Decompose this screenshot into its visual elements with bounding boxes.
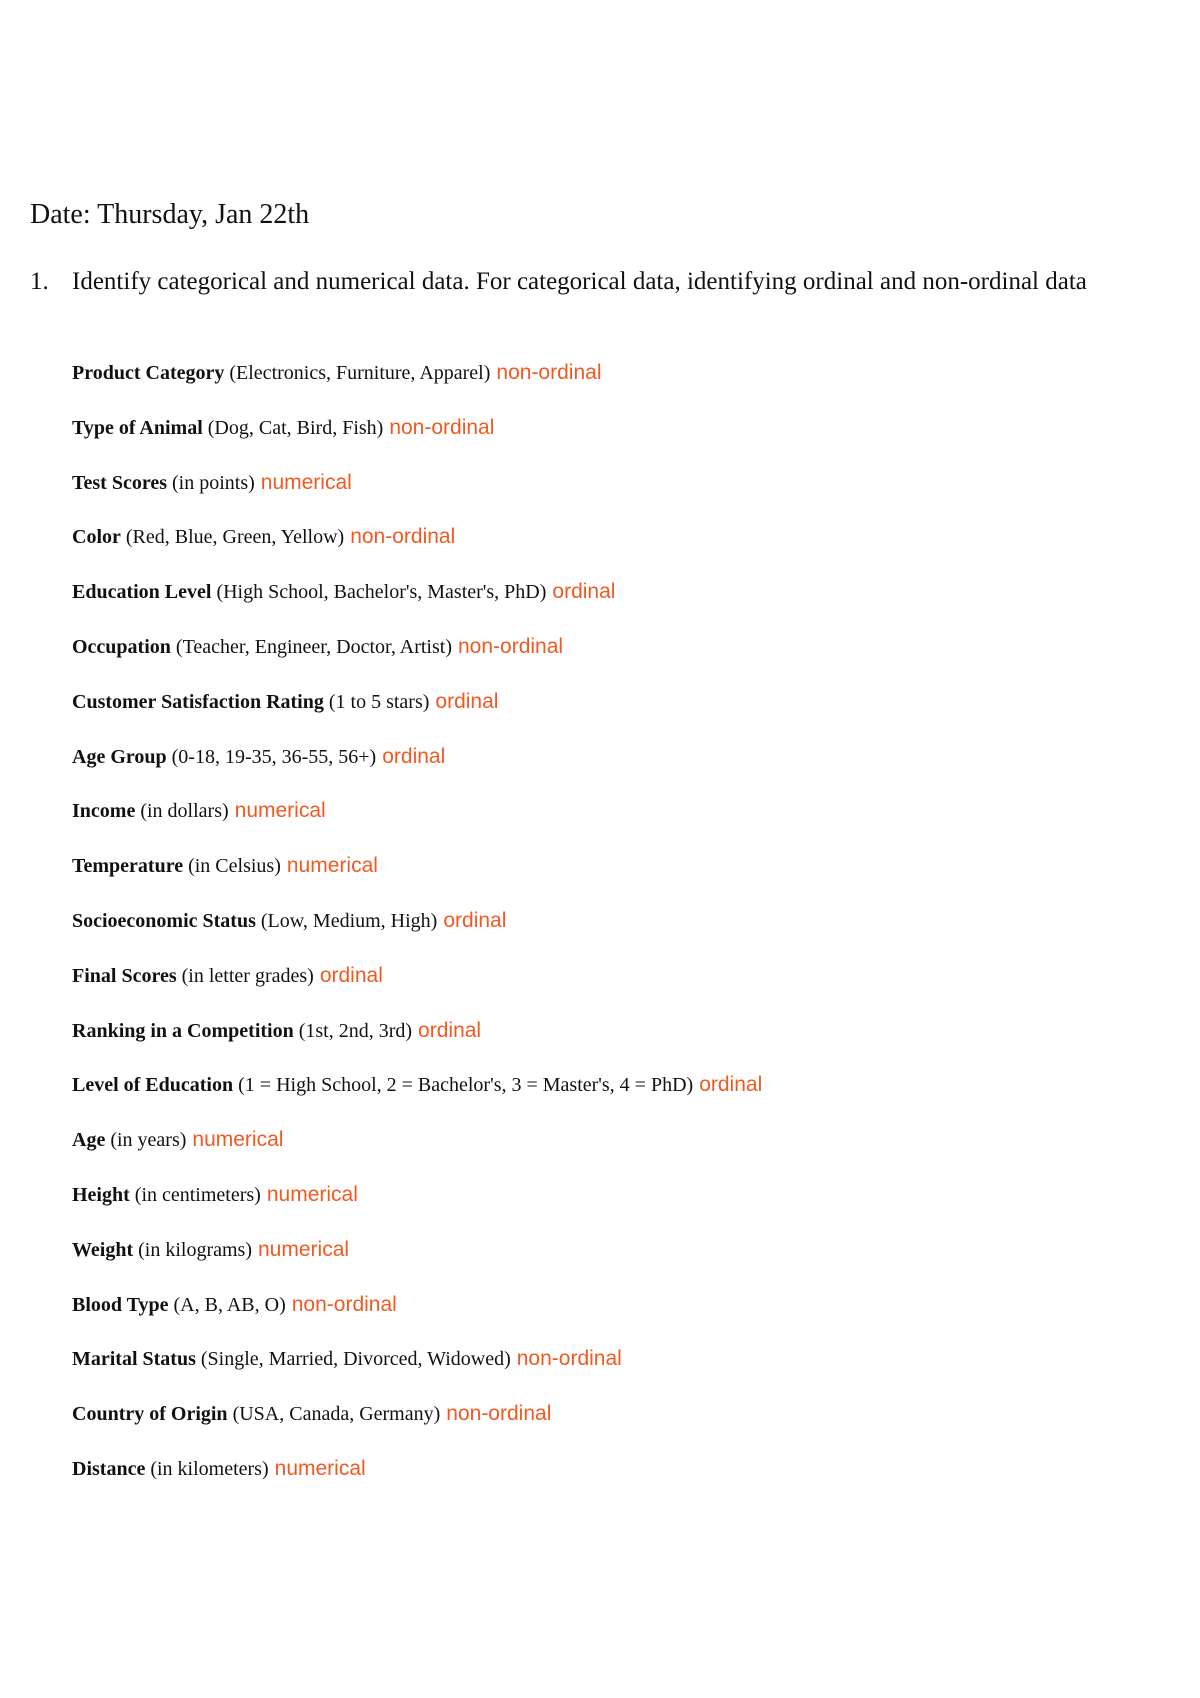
variable-detail: (Single, Married, Divorced, Widowed) bbox=[200, 1348, 511, 1371]
answer-label: ordinal bbox=[418, 1018, 482, 1042]
variable-name: Socioeconomic Status bbox=[72, 909, 256, 932]
variable-detail: (USA, Canada, Germany) bbox=[232, 1403, 441, 1426]
answer-label: ordinal bbox=[699, 1073, 763, 1097]
answer-label: ordinal bbox=[443, 908, 507, 932]
answer-label: non-ordinal bbox=[458, 634, 564, 658]
variable-name: Distance bbox=[72, 1457, 146, 1480]
list-item bbox=[72, 1346, 1122, 1401]
list-item bbox=[72, 1456, 1122, 1511]
variable-detail: (1 to 5 stars) bbox=[328, 690, 430, 713]
list-item bbox=[72, 1182, 1122, 1237]
list-item bbox=[72, 524, 1122, 579]
variable-detail: (in years) bbox=[110, 1129, 187, 1152]
answer-label: non-ordinal bbox=[350, 525, 456, 549]
list-item bbox=[72, 1127, 1122, 1182]
variable-detail: (in Celsius) bbox=[188, 855, 281, 878]
variable-name: Marital Status bbox=[72, 1348, 196, 1371]
variable-detail: (in kilometers) bbox=[150, 1457, 269, 1480]
question-1 bbox=[30, 266, 1110, 298]
list-item bbox=[72, 853, 1122, 908]
variable-name: Test Scores bbox=[72, 471, 167, 494]
question-number: 1. bbox=[30, 268, 49, 295]
variable-name: Weight bbox=[72, 1238, 134, 1261]
list-item bbox=[72, 1292, 1122, 1347]
variable-list bbox=[72, 360, 1122, 1511]
variable-name: Type of Animal bbox=[72, 416, 203, 439]
answer-label: non-ordinal bbox=[389, 415, 495, 439]
variable-detail: (Red, Blue, Green, Yellow) bbox=[125, 526, 345, 549]
variable-name: Final Scores bbox=[72, 964, 177, 987]
answer-label: non-ordinal bbox=[446, 1402, 552, 1426]
variable-detail: (in letter grades) bbox=[181, 964, 314, 987]
answer-label: numerical bbox=[274, 1456, 366, 1480]
list-item bbox=[72, 1237, 1122, 1292]
variable-detail: (in kilograms) bbox=[138, 1238, 252, 1261]
answer-label: numerical bbox=[286, 854, 378, 878]
date-line: Date: Thursday, Jan 22th bbox=[30, 199, 310, 230]
variable-name: Income bbox=[72, 800, 136, 823]
variable-name: Age Group bbox=[72, 745, 167, 768]
list-item bbox=[72, 634, 1122, 689]
variable-detail: (1 = High School, 2 = Bachelor's, 3 = Master's, 4 = PhD) bbox=[238, 1074, 694, 1097]
answer-label: numerical bbox=[266, 1182, 358, 1206]
variable-detail: (in dollars) bbox=[140, 800, 229, 823]
list-item bbox=[72, 744, 1122, 799]
variable-detail: (in points) bbox=[172, 471, 255, 494]
variable-detail: (Dog, Cat, Bird, Fish) bbox=[207, 416, 384, 439]
variable-name: Blood Type bbox=[72, 1293, 169, 1316]
answer-label: non-ordinal bbox=[516, 1347, 622, 1371]
list-item bbox=[72, 963, 1122, 1018]
list-item bbox=[72, 689, 1122, 744]
answer-label: numerical bbox=[192, 1128, 284, 1152]
variable-name: Age bbox=[72, 1129, 106, 1152]
list-item bbox=[72, 360, 1122, 415]
variable-name: Occupation bbox=[72, 635, 171, 658]
answer-label: ordinal bbox=[382, 744, 446, 768]
answer-label: ordinal bbox=[319, 963, 383, 987]
variable-detail: (High School, Bachelor's, Master's, PhD) bbox=[216, 581, 547, 604]
variable-name: Level of Education bbox=[72, 1074, 234, 1097]
list-item bbox=[72, 579, 1122, 634]
answer-label: ordinal bbox=[552, 580, 616, 604]
list-item bbox=[72, 1401, 1122, 1456]
list-item bbox=[72, 908, 1122, 963]
variable-name: Height bbox=[72, 1183, 130, 1206]
variable-name: Country of Origin bbox=[72, 1403, 228, 1426]
variable-detail: (Electronics, Furniture, Apparel) bbox=[229, 362, 491, 384]
list-item bbox=[72, 1072, 1122, 1127]
variable-name: Education Level bbox=[72, 581, 212, 604]
variable-name: Product Category bbox=[72, 362, 225, 384]
variable-detail: (A, B, AB, O) bbox=[173, 1293, 286, 1316]
list-item bbox=[72, 470, 1122, 525]
answer-label: non-ordinal bbox=[291, 1292, 397, 1316]
variable-detail: (0-18, 19-35, 36-55, 56+) bbox=[171, 745, 377, 768]
question-text: Identify categorical and numerical data. For categorical data, identifying ordinal and non-ordinal data bbox=[72, 268, 1087, 295]
variable-detail: (Teacher, Engineer, Doctor, Artist) bbox=[175, 635, 452, 658]
variable-name: Color bbox=[72, 526, 121, 549]
variable-name: Ranking in a Competition bbox=[72, 1019, 294, 1042]
answer-label: non-ordinal bbox=[496, 361, 602, 384]
answer-label: numerical bbox=[258, 1237, 350, 1261]
list-item bbox=[72, 1018, 1122, 1073]
variable-detail: (in centimeters) bbox=[134, 1183, 261, 1206]
variable-name: Customer Satisfaction Rating bbox=[72, 690, 324, 713]
answer-label: numerical bbox=[260, 470, 352, 494]
list-item bbox=[72, 415, 1122, 470]
list-item bbox=[72, 798, 1122, 853]
variable-detail: (Low, Medium, High) bbox=[260, 909, 438, 932]
answer-label: numerical bbox=[234, 799, 326, 823]
answer-label: ordinal bbox=[435, 689, 499, 713]
variable-detail: (1st, 2nd, 3rd) bbox=[298, 1019, 413, 1042]
variable-name: Temperature bbox=[72, 855, 184, 878]
